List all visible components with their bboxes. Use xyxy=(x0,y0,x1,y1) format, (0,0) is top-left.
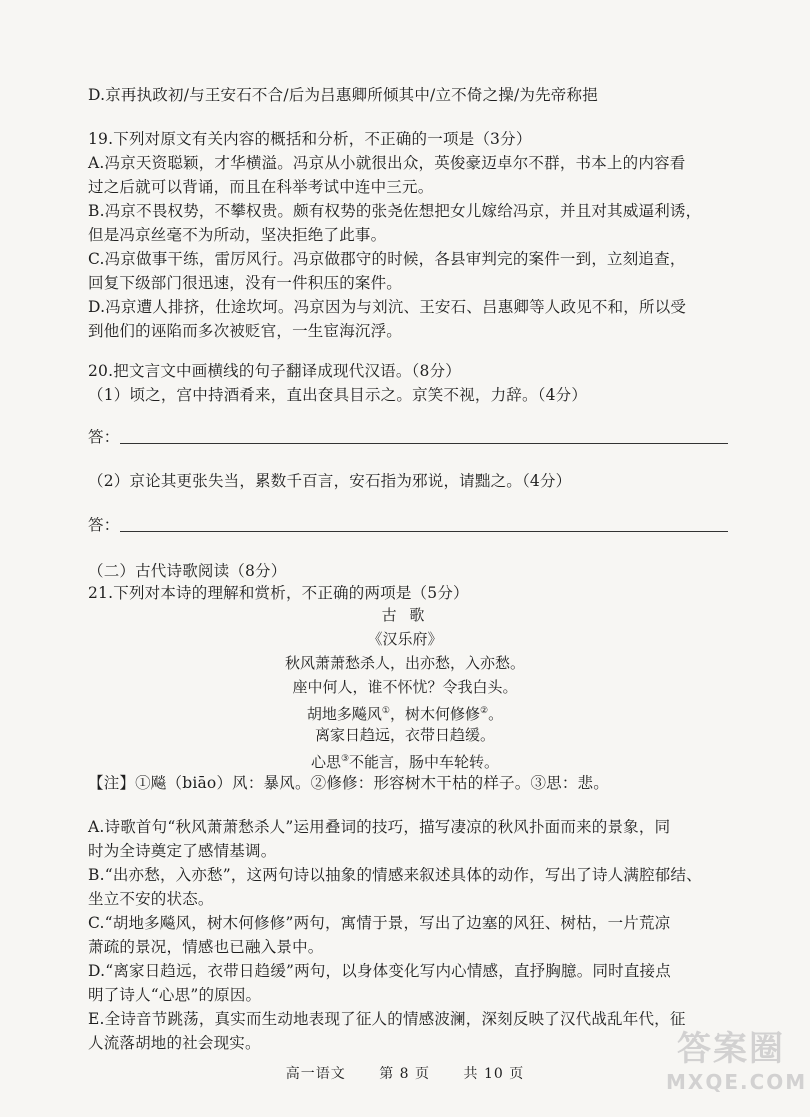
q20-answer2-line[interactable] xyxy=(120,531,728,532)
q21-option-c-line1: C.“胡地多飚风，树木何修修”两句，寓情于景，写出了边塞的风狂、树枯，一片荒凉 xyxy=(88,914,671,932)
footer-subject: 高一语文 xyxy=(285,1066,346,1082)
q21-option-b-line2: 坐立不安的状态。 xyxy=(88,890,214,908)
q20-part1: （1）顷之，宫中持酒肴来，直出奁具目示之。京笑不视，力辞。（4分） xyxy=(88,386,588,404)
q19-option-d-line1: D.冯京遭人排挤，仕途坎坷。冯京因为与刘沆、王安石、吕惠卿等人政见不和，所以受 xyxy=(88,298,687,316)
note-marker-2: ② xyxy=(480,706,489,716)
poem-source: 《汉乐府》 xyxy=(367,630,443,648)
poem-line-5a: 心思 xyxy=(310,753,341,771)
poem-line-5b: 不能言，肠中车轮转。 xyxy=(349,753,500,771)
q21-option-d-line1: D.“离家日趋远，衣带日趋缓”两句，以身体变化写内心情感，直抒胸臆。同时直接点 xyxy=(88,962,671,980)
q21-option-d-line2: 明了诗人“心思”的原因。 xyxy=(88,986,262,1004)
q19-option-a-line1: A.冯京天资聪颖，才华横溢。冯京从小就很出众，英俊豪迈卓尔不群，书本上的内容看 xyxy=(88,154,686,172)
watermark-url: MXQE.COM xyxy=(666,1070,808,1094)
q21-option-b-line1: B.“出亦愁，入亦愁”，这两句诗以抽象的情感来叙述具体的动作，写出了诗人满腔郁结、 xyxy=(88,866,702,884)
footer-page-number: 第 8 页 xyxy=(379,1066,431,1082)
q21-option-e-line2: 人流落胡地的社会现实。 xyxy=(88,1034,261,1052)
q21-option-c-line2: 萧疏的景况，情感也已融入景中。 xyxy=(88,938,324,956)
q20-stem: 20.把文言文中画横线的句子翻译成现代汉语。（8分） xyxy=(88,362,461,380)
q19-option-a-line2: 过之后就可以背诵，而且在科举考试中连中三元。 xyxy=(88,178,434,196)
q19-option-b-line2: 但是冯京丝毫不为所动，坚决拒绝了此事。 xyxy=(88,226,387,244)
q20-answer1-line[interactable] xyxy=(120,443,728,444)
poem-line-4: 离家日趋远，衣带日趋缓。 xyxy=(314,726,495,744)
poem-line-3b: ，树木何修修 xyxy=(389,705,480,723)
poem-title: 古 歌 xyxy=(381,606,429,624)
q21-option-a-line1: A.诗歌首句“秋风萧萧愁杀人”运用叠词的技巧，描写凄凉的秋风扑面而来的景象，同 xyxy=(88,818,671,836)
watermark-logo-text: 答案圈 xyxy=(677,1029,785,1069)
poem-line-3 xyxy=(0,700,810,725)
site-watermark xyxy=(666,1029,808,1107)
section2-title: （二）古代诗歌阅读（8分） xyxy=(88,562,287,580)
q21-stem: 21.下列对本诗的理解和赏析，不正确的两项是（5分） xyxy=(88,584,469,602)
q21-option-a-line2: 时为全诗奠定了感情基调。 xyxy=(88,842,277,860)
q19-option-c-line1: C.冯京做事干练，雷厉风行。冯京做郡守的时候，各县审判完的案件一到，立刻追查， xyxy=(88,250,686,268)
poem-line-5 xyxy=(0,748,810,773)
note-marker-1: ① xyxy=(381,706,390,716)
q20-answer1-label: 答： xyxy=(88,428,120,446)
note-marker-3: ③ xyxy=(340,754,350,764)
footer-total-pages: 共 10 页 xyxy=(463,1066,525,1082)
q20-answer2-label: 答： xyxy=(88,516,120,534)
q19-option-c-line2: 回复下级部门很迅速，没有一件积压的案件。 xyxy=(88,274,403,292)
q19-stem: 19.下列对原文有关内容的概括和分析，不正确的一项是（3分） xyxy=(88,130,532,148)
poem-line-3c: 。 xyxy=(488,705,504,723)
poem-line-2: 座中何人，谁不怀忧？令我白头。 xyxy=(292,678,518,696)
poem-line-1: 秋风萧萧愁杀人，出亦愁，入亦愁。 xyxy=(284,654,525,672)
q21-option-e-line1: E.全诗音节跳荡，真实而生动地表现了征人的情感波澜，深刻反映了汉代战乱年代，征 xyxy=(88,1010,686,1028)
q18-option-d: D.京再执政初/与王安石不合/后为吕惠卿所倾其中/立不倚之操/为先帝称挹 xyxy=(88,86,598,104)
q20-part2: （2）京论其更张失当，累数千百言，安石指为邪说，请黜之。（4分） xyxy=(88,472,572,490)
poem-line-3a: 胡地多飚风 xyxy=(306,705,382,723)
q19-option-d-line2: 到他们的诬陷而多次被贬官，一生宦海沉浮。 xyxy=(88,322,403,340)
poem-note: 【注】①飚（biāo）风：暴风。②修修：形容树木干枯的样子。③思：悲。 xyxy=(88,774,609,792)
q19-option-b-line1: B.冯京不畏权势，不攀权贵。颇有权势的张尧佐想把女儿嫁给冯京，并且对其威逼利诱， xyxy=(88,202,702,220)
